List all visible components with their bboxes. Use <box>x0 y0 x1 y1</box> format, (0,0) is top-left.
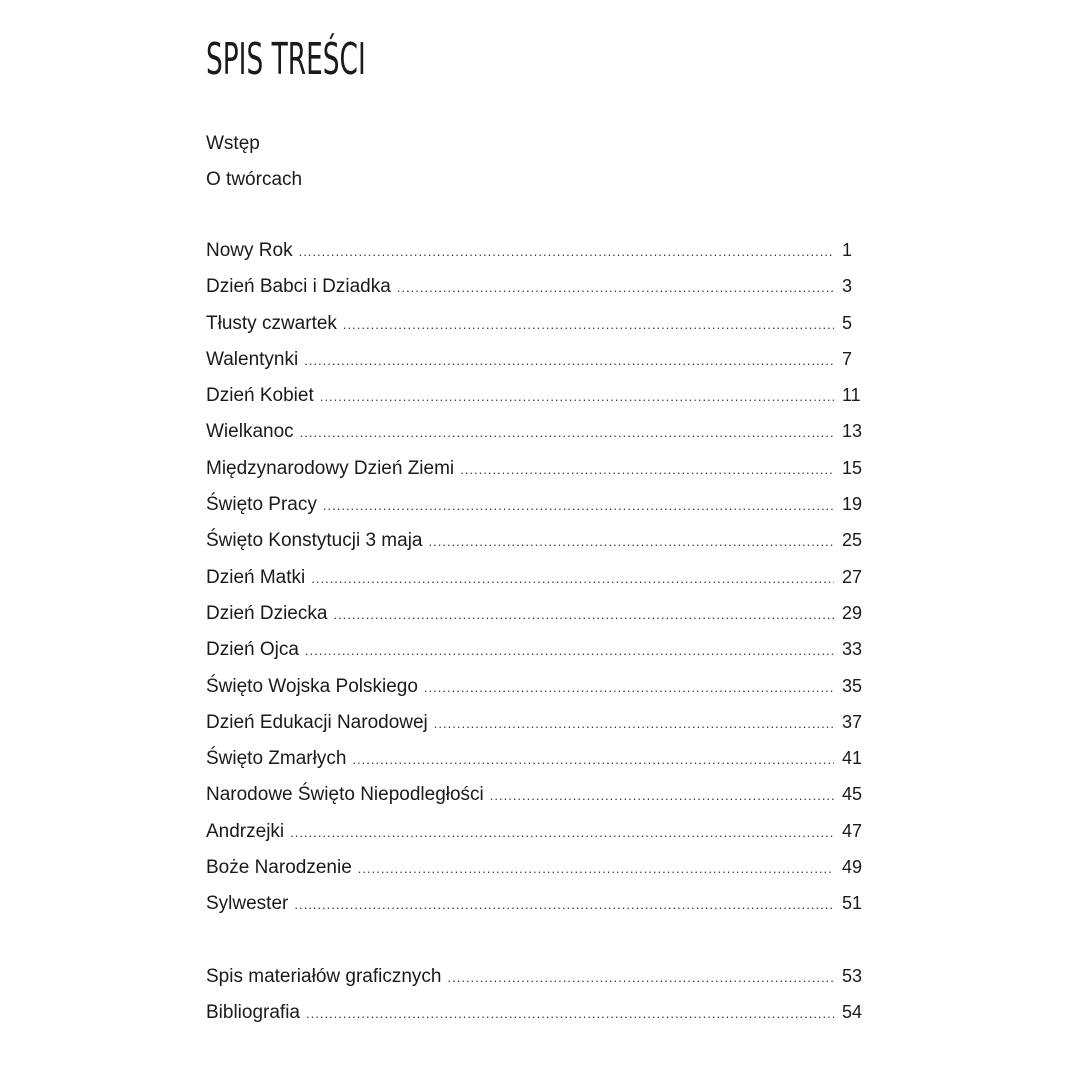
toc-entry-label: Walentynki <box>206 348 299 370</box>
toc-entry[interactable] <box>206 450 872 486</box>
toc-entry[interactable] <box>206 377 872 413</box>
toc-entry-label: Święto Wojska Polskiego <box>206 675 418 697</box>
toc-entry[interactable] <box>206 668 872 704</box>
dot-leader <box>424 670 834 706</box>
intro-item-o-tworcach[interactable]: O twórcach <box>206 169 303 190</box>
dot-leader <box>300 415 834 451</box>
toc-entry-page: 29 <box>842 602 863 623</box>
toc-entry-page: 11 <box>842 385 861 406</box>
dot-leader <box>460 452 834 488</box>
toc-entry-page: 15 <box>842 457 863 478</box>
toc-entry-label: Międzynarodowy Dzień Ziemi <box>206 457 455 479</box>
toc-entry[interactable] <box>206 885 872 921</box>
toc-entry-page: 53 <box>842 966 863 986</box>
page-title: SPIS TREŚCI <box>206 34 366 85</box>
toc-entry-page: 47 <box>842 820 863 841</box>
toc-entry-label: Dzień Ojca <box>206 639 299 661</box>
toc-entry-label: Boże Narodzenie <box>206 857 352 879</box>
intro-list <box>206 126 872 198</box>
toc-entry[interactable] <box>206 958 872 994</box>
toc-entry-page: 33 <box>842 639 863 660</box>
toc-entry-page: 3 <box>842 276 853 297</box>
toc-entry-page: 51 <box>842 893 863 914</box>
dot-leader <box>333 597 834 633</box>
toc-entry[interactable] <box>206 631 872 667</box>
toc-entry-label: Święto Konstytucji 3 maja <box>206 530 423 552</box>
toc-entry-page: 19 <box>842 494 863 515</box>
toc-entry-page: 41 <box>842 748 863 769</box>
toc-entry-page: 5 <box>842 312 853 333</box>
toc-entry-page: 1 <box>842 240 853 260</box>
toc-entry-label: Nowy Rok <box>206 240 293 261</box>
dot-leader <box>290 815 834 851</box>
dot-leader <box>343 307 834 343</box>
dot-leader <box>429 524 835 560</box>
toc-entry-label: Narodowe Święto Niepodległości <box>206 784 484 806</box>
dot-leader <box>434 706 834 742</box>
toc-entry[interactable] <box>206 305 872 341</box>
toc-entry[interactable] <box>206 595 872 631</box>
toc-entry-page: 49 <box>842 857 863 878</box>
toc-entry-label: Bibliografia <box>206 1002 300 1024</box>
toc-entry-label: Spis materiałów graficznych <box>206 966 442 987</box>
toc-entry-page: 25 <box>842 530 863 551</box>
toc-entry[interactable] <box>206 268 872 304</box>
dot-leader <box>358 851 834 887</box>
toc-entry-label: Sylwester <box>206 893 289 915</box>
toc-entry-label: Dzień Kobiet <box>206 385 314 407</box>
dot-leader <box>323 488 834 524</box>
toc-page <box>206 0 872 1080</box>
toc-entry[interactable] <box>206 704 872 740</box>
toc-entry[interactable] <box>206 522 872 558</box>
toc-back-matter-list <box>206 958 872 1031</box>
toc-entry[interactable] <box>206 486 872 522</box>
dot-leader <box>299 234 834 270</box>
toc-entry-page: 35 <box>842 675 863 696</box>
dot-leader <box>311 561 834 597</box>
toc-entry-page: 54 <box>842 1002 863 1023</box>
dot-leader <box>305 633 834 669</box>
toc-entry-label: Dzień Babci i Dziadka <box>206 276 391 298</box>
dot-leader <box>447 960 834 996</box>
toc-entry-label: Dzień Dziecka <box>206 602 328 624</box>
dot-leader <box>352 742 834 778</box>
toc-entry-page: 37 <box>842 711 863 732</box>
toc-entry[interactable] <box>206 740 872 776</box>
dot-leader <box>306 996 834 1032</box>
intro-item-wstep[interactable]: Wstęp <box>206 133 260 154</box>
toc-entry[interactable] <box>206 813 872 849</box>
toc-entry[interactable] <box>206 413 872 449</box>
toc-entry-page: 27 <box>842 566 863 587</box>
dot-leader <box>294 887 834 923</box>
toc-entry[interactable] <box>206 232 872 268</box>
toc-entry[interactable] <box>206 341 872 377</box>
dot-leader <box>320 379 834 415</box>
toc-entry-label: Święto Zmarłych <box>206 748 347 770</box>
toc-entry-page: 7 <box>842 348 853 369</box>
dot-leader <box>304 343 834 379</box>
toc-entry-label: Andrzejki <box>206 820 285 842</box>
toc-entry-label: Dzień Matki <box>206 566 306 588</box>
toc-entry[interactable] <box>206 994 872 1030</box>
toc-entry[interactable] <box>206 559 872 595</box>
toc-entry[interactable] <box>206 776 872 812</box>
toc-entry-label: Wielkanoc <box>206 421 294 443</box>
toc-entry-label: Święto Pracy <box>206 494 317 516</box>
dot-leader <box>397 270 834 306</box>
toc-entry-label: Dzień Edukacji Narodowej <box>206 711 428 733</box>
dot-leader <box>490 778 834 814</box>
toc-entry-label: Tłusty czwartek <box>206 312 337 334</box>
toc-entry[interactable] <box>206 849 872 885</box>
toc-entry-page: 13 <box>842 421 863 442</box>
toc-main-list <box>206 232 872 922</box>
toc-entry-page: 45 <box>842 784 863 805</box>
